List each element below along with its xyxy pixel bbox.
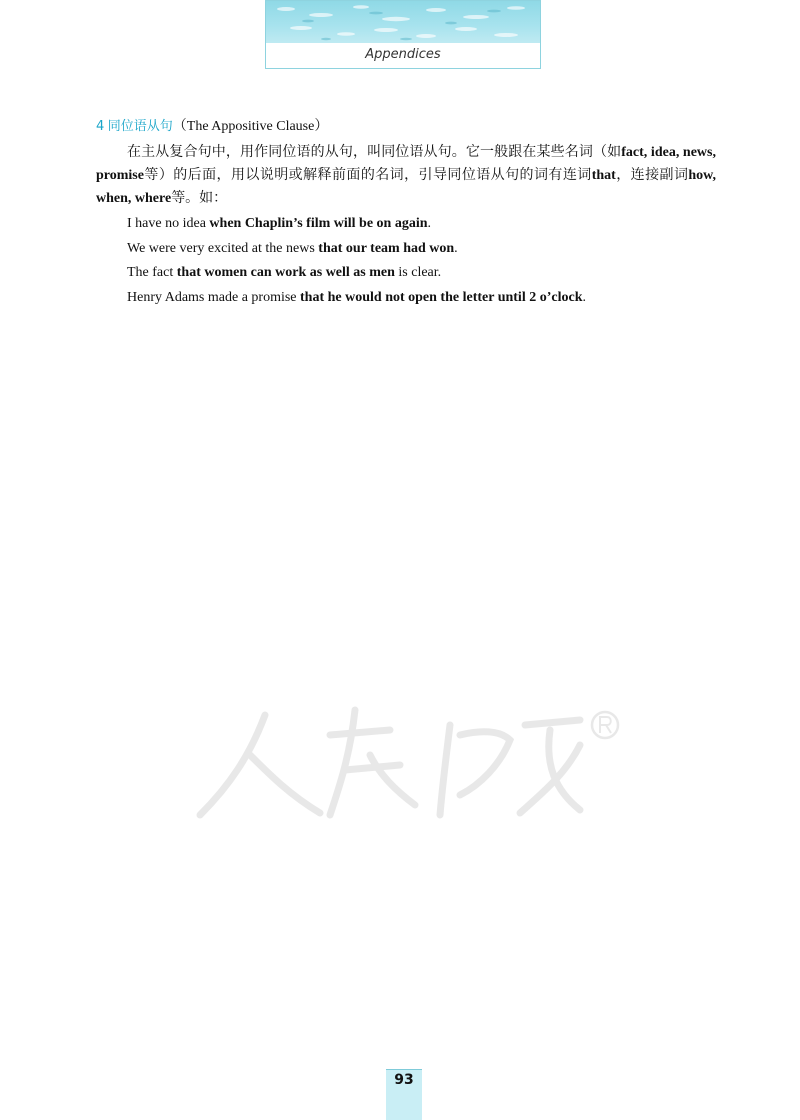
running-header [265,0,541,69]
para-bold-adverbs: how, when, where [96,168,717,206]
example-sentence [127,261,716,286]
para-text-3: ，连接副词 [615,168,689,183]
example-clause: that our team had won [318,240,455,256]
section-title-en: （The Appositive Clause） [172,119,329,134]
para-bold-that: that [591,168,616,183]
header-banner-image [266,1,540,43]
example-clause: when Chaplin’s film will be on again [209,216,428,231]
example-sentence [127,286,716,311]
page-number-tab [386,1069,422,1120]
example-plain: I have no idea [127,216,210,231]
section-heading [96,117,716,137]
example-clause: that he would not open the letter until 2 o’clock [300,289,583,305]
example-plain: Henry Adams made a promise [127,289,301,305]
header-label: Appendices [365,47,441,62]
example-plain: . [454,240,458,256]
example-plain: We were very excited at the news [127,240,319,256]
section-title-zh: 同位语从句 [107,119,173,134]
para-text-2: 等）的后面，用以说明或解释前面的名词，引导同位语从句的词有连词 [143,168,592,183]
example-list [127,212,716,310]
section-number: 4 [96,119,105,134]
page-number: 93 [394,1072,414,1088]
example-plain: . [582,289,586,305]
example-plain: is clear. [394,265,442,280]
para-bold-nouns: fact, idea, news, promise [96,145,716,183]
example-plain: . [427,216,432,231]
example-clause: that women can work as well as men [176,265,395,280]
example-sentence [127,212,716,237]
main-content [96,117,716,310]
publisher-watermark-icon [180,695,630,825]
para-text-4: 等。如： [171,191,228,206]
example-sentence [127,237,716,262]
example-plain: The fact [127,265,177,280]
para-text-1: 在主从复合句中，用作同位语的从句，叫同位语从句。它一般跟在某些名词（如 [127,145,622,160]
intro-paragraph [96,141,716,210]
